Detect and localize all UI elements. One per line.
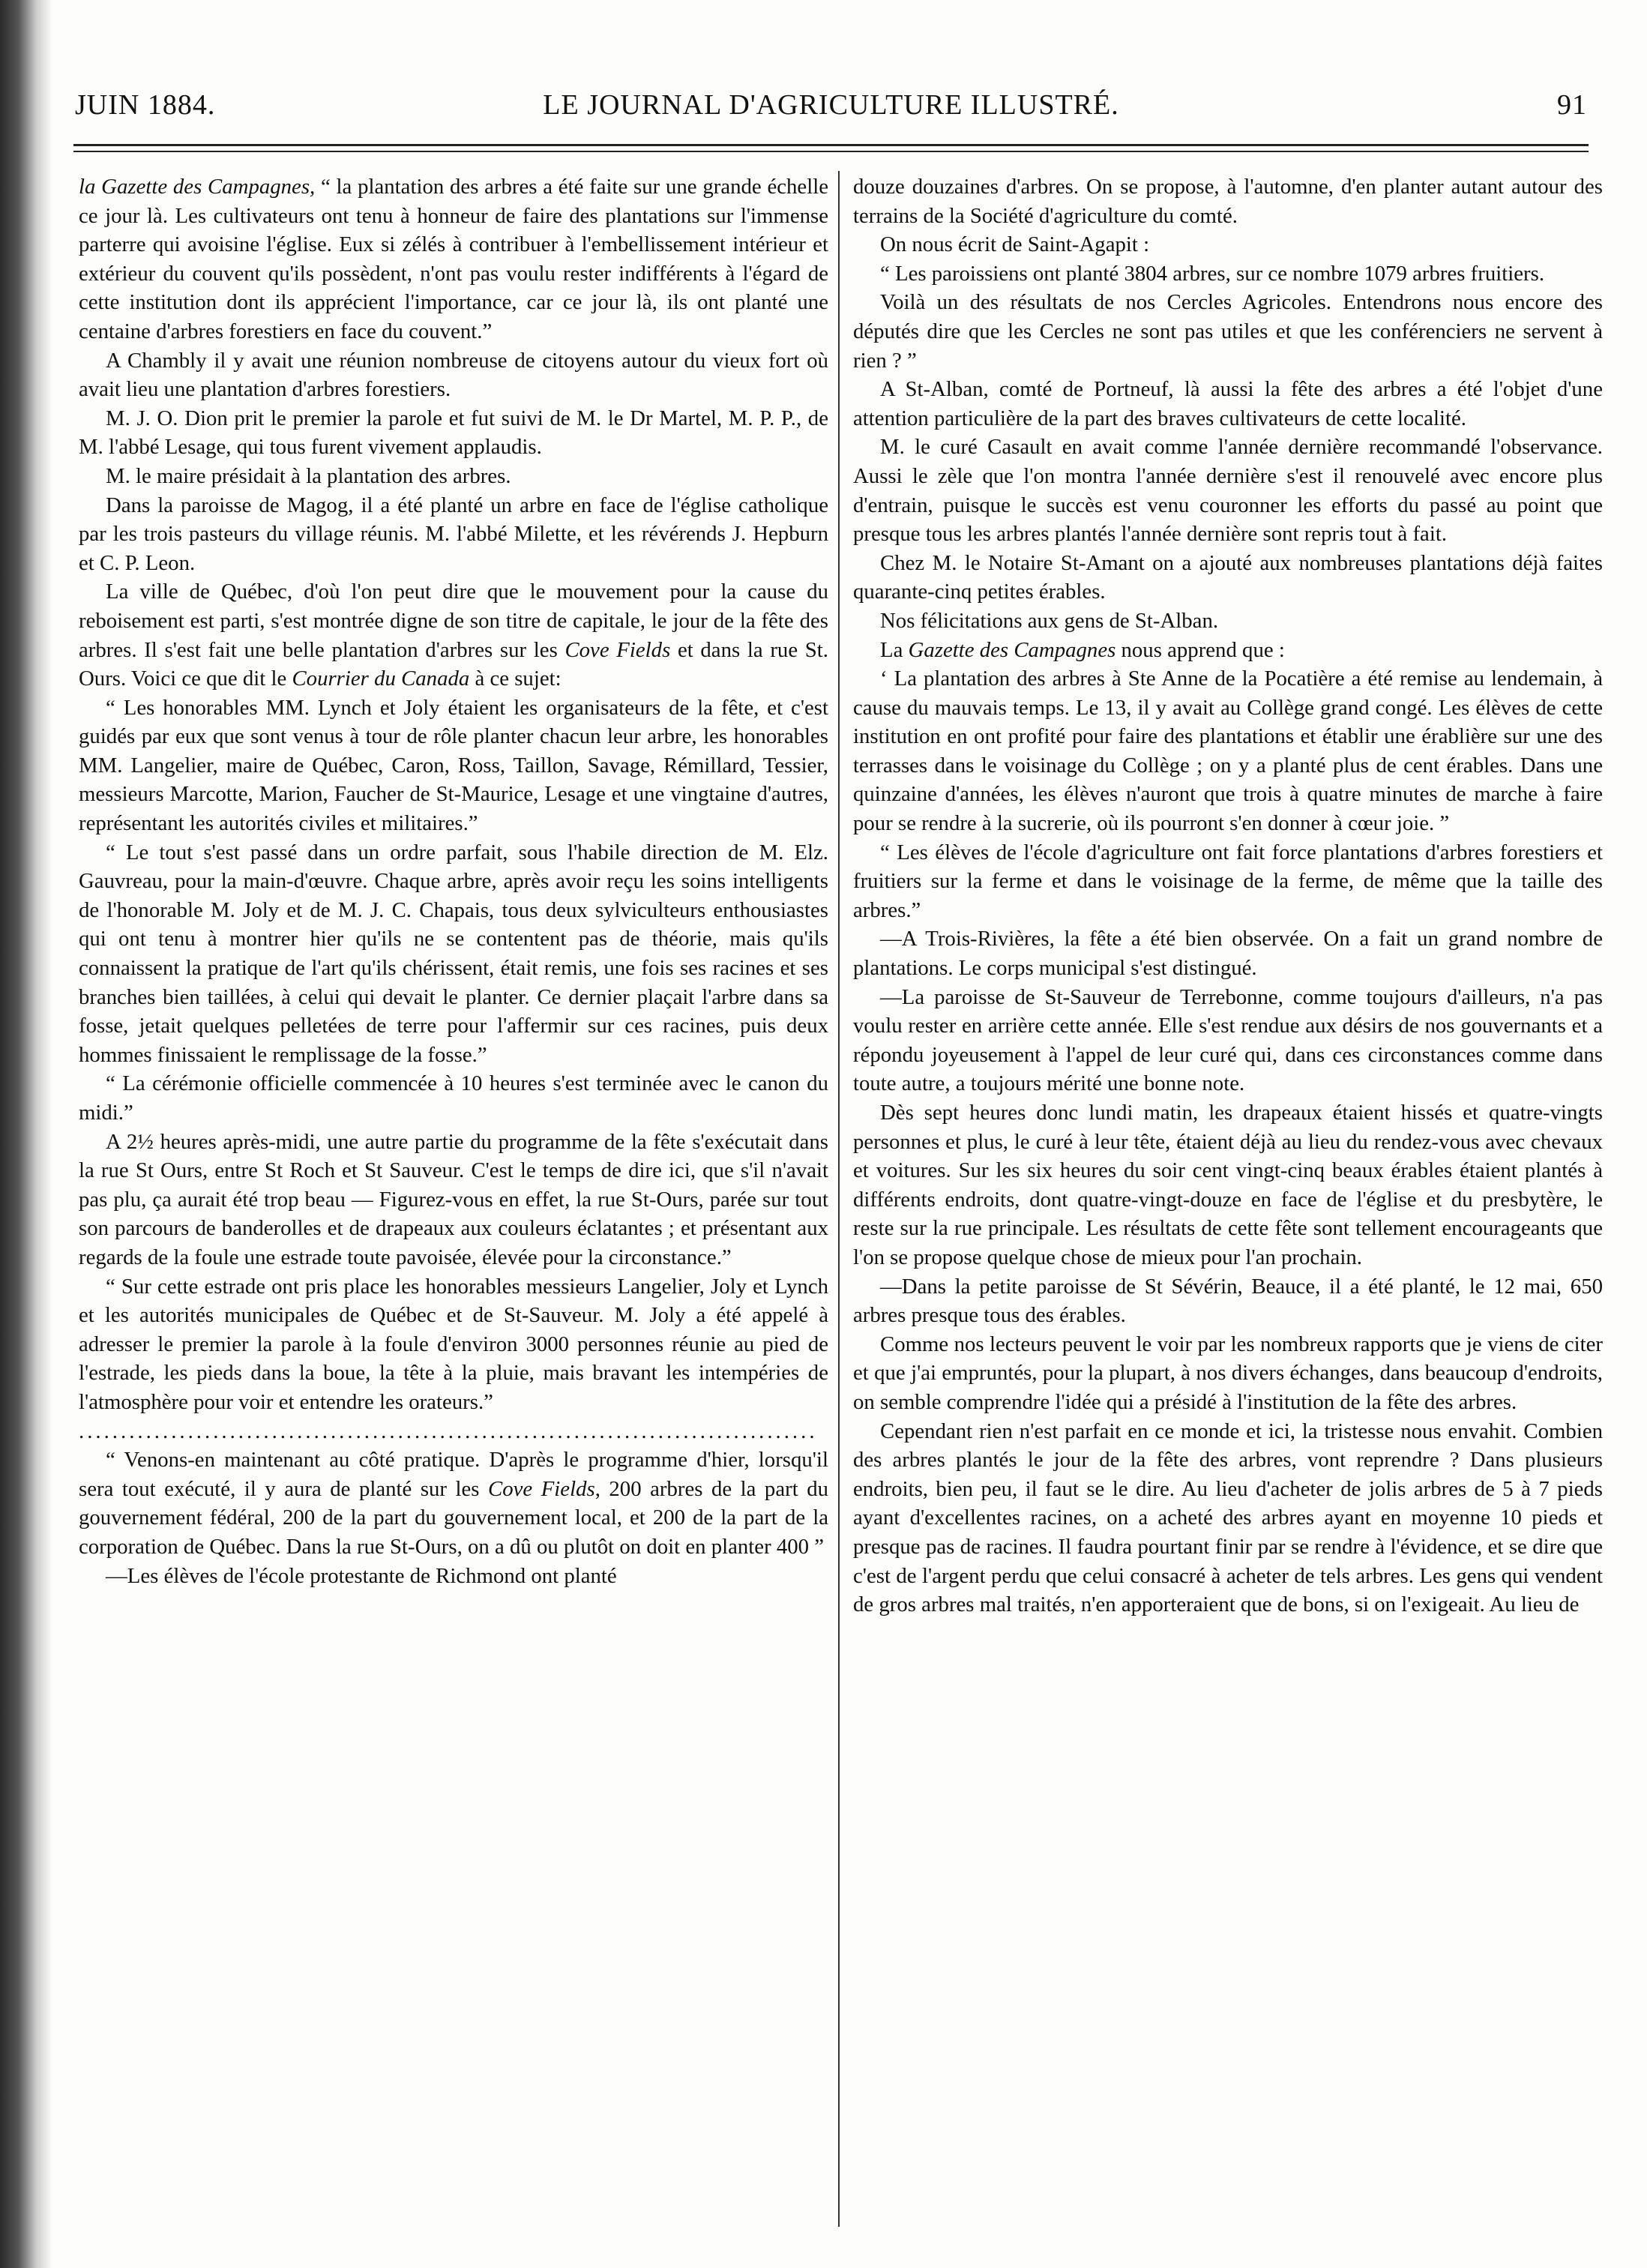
paragraph-text: La ville de Québec, d'où l'on peut dire que le mouvement pour la cause du reboisement est parti, s'est montrée digne de son titre de capitale, le jour de la fête des arbres. Il s'est fait une belle plantation d'arbres sur les	[79, 580, 828, 662]
paragraph: “ Les élèves de l'école d'agriculture ont fait force plantations d'arbres forestiers et fruitiers sur la ferme et dans le voisinage de la ferme, de même que la taille des arbres.”	[853, 840, 1603, 922]
italic-title: Cove Fields	[564, 637, 671, 662]
paragraph: A St-Alban, comté de Portneuf, là aussi la fête des arbres a été l'objet d'une attention particulière de la part des braves cultivateurs de cette localité.	[853, 377, 1603, 430]
paragraph: —Dans la petite paroisse de St Sévérin, Beauce, il a été planté, le 12 mai, 650 arbres presque tous des érables.	[853, 1274, 1603, 1328]
paragraph: M. le curé Casault en avait comme l'année dernière recommandé l'observance. Aussi le zèle que l'on montra l'année dernière s'est il renouvelé avec encore plus d'entrain, puisque le succès est venu couronner les efforts du passé au point que presque tous les arbres plantés l'année dernière sont repris tout à fait.	[853, 435, 1603, 547]
column-divider	[838, 171, 840, 2227]
header-rule-thin	[73, 151, 1589, 152]
dotted-separator: ........................................................................................	[79, 1419, 818, 1443]
journal-title: LE JOURNAL D'AGRICULTURE ILLUSTRÉ.	[543, 89, 1119, 121]
paragraph: A 2½ heures après-midi, une autre partie du programme de la fête s'exécutait dans la rue St Ours, entre St Roch et St Sauveur. C'est le temps de dire ici, que s'il n'avait pas plu, ça aurait été trop beau — Figurez-vous en effet, la rue St-Ours, parée sur tout son parcours de banderolles et de drapeaux aux couleurs éclatantes ; et présentant aux regards de la foule une estrade toute pavoisée, élevée pour la circonstance.”	[79, 1129, 828, 1269]
paragraph: douze douzaines d'arbres. On se propose, à l'automne, d'en planter autant autour des terrains de la Société d'agriculture du comté.	[853, 175, 1603, 228]
page-number: 91	[1557, 89, 1587, 121]
paragraph: —La paroisse de St-Sauveur de Terrebonne, comme toujours d'ailleurs, n'a pas voulu rester en arrière cette année. Elle s'est rendue aux désirs de nos gouvernants et a répondu joyeusement à l'appel de leur curé qui, dans ces circonstances comme dans toute autre, a toujours mérité une bonne note.	[853, 984, 1603, 1096]
paragraph: Comme nos lecteurs peuvent le voir par les nombreux rapports que je viens de citer et que j'ai empruntés, pour la plupart, à nos divers échanges, dans beaucoup d'endroits, on semble comprendre l'idée qui a présidé à l'institution de la fête des arbres.	[853, 1332, 1603, 1414]
paragraph: ‘ La plantation des arbres à Ste Anne de la Pocatière a été remise au lendemain, à cause du mauvais temps. Le 13, il y avait au Collège grand congé. Les élèves de cette institution en ont profité pour faire des plantations et établir une érablière sur une des terrasses dans le voisinage du Collège ; on y a planté plus de cent érables. Dans une quinzaine d'années, les élèves n'auront que trois à quatre minutes de marche à faire pour se rendre à la sucrerie, où ils pourront s'en donner à cœur joie. ”	[853, 667, 1603, 836]
italic-title: Gazette des Campagnes	[908, 637, 1116, 662]
paragraph: “ Les honorables MM. Lynch et Joly étaient les organisateurs de la fête, et c'est guidés par eux que sont venus à tour de rôle planter chacun leur arbre, les honorables MM. Langelier, maire de Québec, Caron, Ross, Taillon, Savage, Rémillard, Tessier, messieurs Marcotte, Marion, Faucher de St-Maurice, Lesage et une vingtaine d'autres, représentant les autorités civiles et militaires.”	[79, 695, 828, 836]
paragraph-text: et dans la rue St. Ours. Voici ce que dit le	[79, 637, 828, 691]
paragraph: “ Le tout s'est passé dans un ordre parfait, sous l'habile direction de M. Elz. Gauvreau, pour la main-d'œuvre. Chaque arbre, après avoir reçu les soins intelligents de l'honorable M. Joly et de M. J. C. Chapais, tous deux sylviculteurs enthousiastes qui ont tenu à montrer hier qu'ils ne se contentent pas de théorie, mais qu'ils connaissent la pratique de l'art qu'ils chérissent, était remis, une fois ses racines et ses branches bien taillées, à celui qui devait le planter. Ce dernier plaçait l'arbre dans sa fosse, jetait quelques pelletées de terre pour l'affermir sur ces racines, puis deux hommes finissaient le remplissage de la fosse.”	[79, 840, 828, 1067]
paragraph: —A Trois-Rivières, la fête a été bien observée. On a fait un grand nombre de plantations. Le corps municipal s'est distingué.	[853, 927, 1603, 981]
paragraph: Dès sept heures donc lundi matin, les drapeaux étaient hissés et quatre-vingts personnes et plus, le curé à leur tête, étaient déjà au lieu du rendez-vous avec chevaux et voitures. Sur les six heures du soir cent vingt-cinq beaux érables étaient plantés à différents endroits, dont quatre-vingt-douze en face de l'église et du presbytère, le reste sur la rue principale. Les résultats de cette fête sont tellement encourageants que l'on se propose quelque chose de mieux pour l'an prochain.	[853, 1101, 1603, 1269]
paragraph: Nos félicitations aux gens de St-Alban.	[880, 608, 1219, 633]
paragraph: “ La cérémonie officielle commencée à 10 heures s'est terminée avec le canon du midi.”	[79, 1071, 828, 1125]
scanned-page-edge	[0, 0, 52, 2268]
italic-title: Courrier du Canada	[292, 667, 470, 691]
paragraph: On nous écrit de Saint-Agapit :	[880, 232, 1150, 257]
right-column	[853, 172, 1603, 2227]
italic-title: la Gazette des Campagnes,	[79, 175, 316, 199]
paragraph: Dans la paroisse de Magog, il a été planté un arbre en face de l'église catholique par les trois pasteurs du village réunis. M. l'abbé Milette, et les révérends J. Hepburn et C. P. Leon.	[79, 493, 828, 575]
paragraph-text: nous apprend que :	[1115, 637, 1285, 662]
left-column	[79, 172, 828, 2227]
paragraph: M. J. O. Dion prit le premier la parole et fut suivi de M. le Dr Martel, M. P. P., de M. l'abbé Lesage, qui tous furent vivement applaudis.	[79, 406, 828, 460]
paragraph: Cependant rien n'est parfait en ce monde et ici, la tristesse nous envahit. Combien des arbres plantés le jour de la fête des arbres, vont reprendre ? Dans plusieurs endroits, bien peu, il faut se le dire. Au lieu d'acheter de jolis arbres de 5 à 7 pieds ayant d'excellentes racines, on a acheté des arbres ayant en moyenne 10 pieds et presque pas de racines. Il faudra pourtant finir par se rendre à l'évidence, et se dire que c'est de l'argent perdu que celui consacré à acheter de tels arbres. Les gens qui vendent de gros arbres mal traités, n'en apporteraient que de bons, si on l'exigeait. Au lieu de	[853, 1419, 1603, 1617]
paragraph: M. le maire présidait à la plantation des arbres.	[106, 463, 511, 488]
header-rule	[73, 144, 1589, 146]
paragraph-text: La	[880, 637, 909, 662]
page-header	[75, 88, 1587, 133]
paragraph: —Les élèves de l'école protestante de Richmond ont planté	[106, 1563, 617, 1588]
paragraph: Voilà un des résultats de nos Cercles Agricoles. Entendrons nous encore des députés dire que les Cercles ne sont pas utiles et que les conférenciers ne servent à rien ? ”	[853, 290, 1603, 373]
paragraph	[79, 577, 828, 693]
paragraph	[79, 1446, 828, 1561]
paragraph: “ Les paroissiens ont planté 3804 arbres, sur ce nombre 1079 arbres fruitiers.	[880, 261, 1545, 286]
paragraph: Chez M. le Notaire St-Amant on a ajouté aux nombreuses plantations déjà faites quarante-cinq petites érables.	[853, 550, 1603, 604]
paragraph: A Chambly il y avait une réunion nombreuse de citoyens autour du vieux fort où avait lieu une plantation d'arbres forestiers.	[79, 348, 828, 402]
paragraph	[79, 172, 828, 346]
paragraph-text: “ Venons-en maintenant au côté pratique. D'après le programme d'hier, lorsqu'il sera tout exécuté, il y aura de planté sur les	[79, 1448, 828, 1501]
italic-title: Cove Fields	[488, 1476, 595, 1501]
paragraph: “ Sur cette estrade ont pris place les honorables messieurs Langelier, Joly et Lynch et les autorités municipales de Québec et de St-Sauveur. M. Joly a été appelé à adresser le premier la parole à la foule d'environ 3000 personnes réunie au pied de l'estrade, les pieds dans la boue, la tête à la pluie, mais bravant les intempéries de l'atmosphère pour voir et entendre les orateurs.”	[79, 1274, 828, 1414]
paragraph-text: “ la plantation des arbres a été faite sur une grande échelle ce jour là. Les cultivateurs ont tenu à honneur de faire des plantations sur l'immense parterre qui avoisine l'église. Eux si zélés à contribuer à l'embellissement intérieur et extérieur du couvent qu'ils possèdent, n'ont pas voulu rester indifférents à l'égard de cette institution dont ils apprécient l'importance, car ce jour là, ils ont planté une centaine d'arbres forestiers en face du couvent.”	[79, 175, 828, 343]
paragraph-text: à ce sujet:	[469, 667, 561, 691]
issue-date: JUIN 1884.	[75, 89, 216, 121]
paragraph-text: , 200 arbres de la part du gouvernement fédéral, 200 de la part du gouvernement local, et 200 de la part de la corporation de Québec. Dans la rue St-Ours, on a dû ou plutôt on doit en planter 400 ”	[79, 1476, 828, 1559]
paragraph	[853, 636, 1603, 665]
